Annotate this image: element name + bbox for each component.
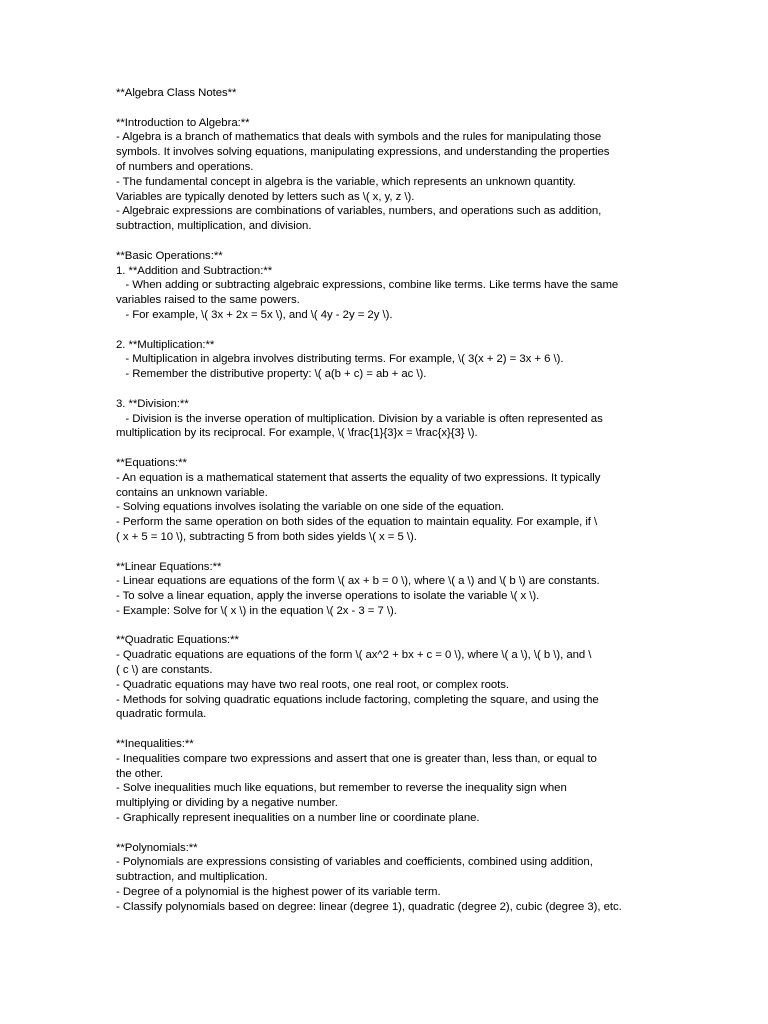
text-line: - Solve inequalities much like equations, but remember to reverse the inequality sign when [116, 782, 567, 795]
blank-line [116, 382, 656, 397]
text-line: **Basic Operations:** [116, 249, 223, 262]
document-page [116, 86, 656, 915]
text-line: - Example: Solve for \( x \) in the equation \( 2x - 3 = 7 \). [116, 604, 397, 617]
text-line: Variables are typically denoted by letters such as \( x, y, z \). [116, 190, 415, 203]
blank-line [116, 441, 656, 456]
text-line: ( c \) are constants. [116, 664, 213, 677]
text-line: - Multiplication in algebra involves distributing terms. For example, \( 3(x + 2) = 3x + 6 \). [116, 353, 564, 366]
text-line: - An equation is a mathematical statement that asserts the equality of two expressions. It typically [116, 471, 601, 484]
text-line: quadratic formula. [116, 708, 207, 721]
text-line: the other. [116, 767, 163, 780]
text-line: subtraction, and multiplication. [116, 871, 268, 884]
text-line: 1. **Addition and Subtraction:** [116, 264, 273, 277]
blank-line [116, 722, 656, 737]
blank-line [116, 619, 656, 634]
text-line: - Algebra is a branch of mathematics that deals with symbols and the rules for manipulating those [116, 131, 602, 144]
text-line: **Algebra Class Notes** [116, 87, 237, 99]
text-line: ( x + 5 = 10 \), subtracting 5 from both sides yields \( x = 5 \). [116, 530, 417, 543]
text-line: variables raised to the same powers. [116, 294, 300, 307]
text-line: - For example, \( 3x + 2x = 5x \), and \( 4y - 2y = 2y \). [116, 308, 393, 321]
text-line: 3. **Division:** [116, 397, 189, 410]
text-line: 2. **Multiplication:** [116, 338, 215, 351]
text-line: **Inequalities:** [116, 738, 194, 751]
text-line: - Linear equations are equations of the form \( ax + b = 0 \), where \( a \) and \( b \) are constants. [116, 575, 600, 588]
text-line: - Quadratic equations are equations of the form \( ax^2 + bx + c = 0 \), where \( a \), \( b \), and \ [116, 649, 592, 662]
text-line: - Algebraic expressions are combinations of variables, numbers, and operations such as addition, [116, 205, 602, 218]
blank-line [116, 323, 656, 338]
text-line: - Perform the same operation on both sides of the equation to maintain equality. For example, if \ [116, 516, 598, 529]
text-line: **Quadratic Equations:** [116, 634, 239, 647]
text-line: symbols. It involves solving equations, manipulating expressions, and understanding the properties [116, 146, 610, 159]
text-line: - Classify polynomials based on degree: linear (degree 1), quadratic (degree 2), cubic (degree 3), etc. [116, 900, 622, 913]
text-line: **Equations:** [116, 456, 187, 469]
text-line: - Polynomials are expressions consisting of variables and coefficients, combined using addition, [116, 856, 593, 869]
text-line: - Degree of a polynomial is the highest power of its variable term. [116, 886, 441, 899]
text-line: - Division is the inverse operation of multiplication. Division by a variable is often represented as [116, 412, 603, 425]
text-line: - Inequalities compare two expressions and assert that one is greater than, less than, or equal to [116, 752, 597, 765]
blank-line [116, 826, 656, 841]
text-line: multiplying or dividing by a negative number. [116, 797, 338, 810]
text-line: - When adding or subtracting algebraic expressions, combine like terms. Like terms have the same [116, 279, 619, 292]
text-line: - Remember the distributive property: \( a(b + c) = ab + ac \). [116, 368, 427, 381]
text-line: - Quadratic equations may have two real roots, one real root, or complex roots. [116, 678, 510, 691]
text-line: - To solve a linear equation, apply the inverse operations to isolate the variable \( x \). [116, 590, 540, 603]
blank-line [116, 101, 656, 116]
text-line: - Methods for solving quadratic equations include factoring, completing the square, and using the [116, 693, 599, 706]
blank-line [116, 234, 656, 249]
text-line: - Solving equations involves isolating the variable on one side of the equation. [116, 501, 504, 514]
text-line: subtraction, multiplication, and division. [116, 220, 312, 233]
text-line: contains an unknown variable. [116, 486, 268, 499]
text-line: of numbers and operations. [116, 160, 254, 173]
text-line: - The fundamental concept in algebra is the variable, which represents an unknown quantity. [116, 175, 576, 188]
text-line: **Linear Equations:** [116, 560, 222, 573]
text-line: **Introduction to Algebra:** [116, 116, 250, 129]
text-line: **Polynomials:** [116, 841, 198, 854]
text-line: multiplication by its reciprocal. For example, \( \frac{1}{3}x = \frac{x}{3} \). [116, 427, 478, 440]
blank-line [116, 545, 656, 560]
text-line: - Graphically represent inequalities on a number line or coordinate plane. [116, 812, 480, 825]
